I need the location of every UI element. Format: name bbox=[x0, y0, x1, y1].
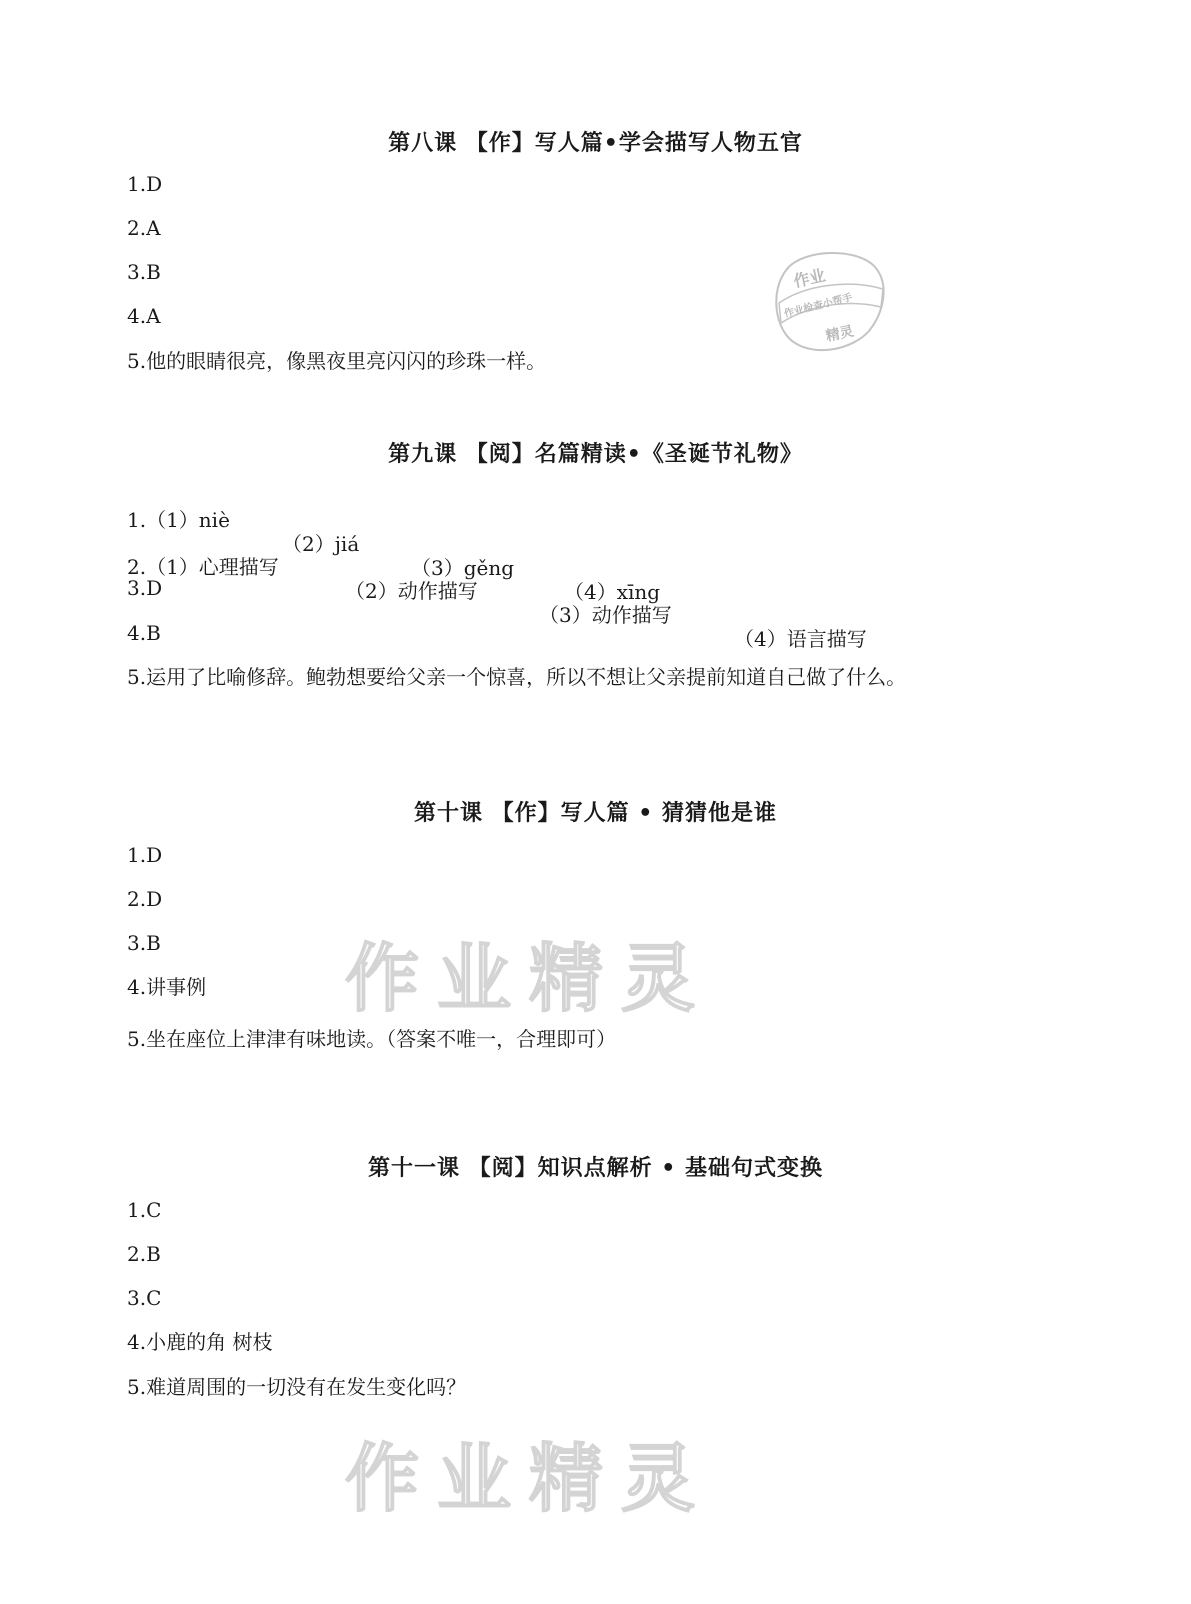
watermark-stamp-icon bbox=[765, 245, 895, 360]
answer-line: 1.D bbox=[127, 172, 163, 196]
stamp-bottom-text: 精灵 bbox=[824, 323, 856, 345]
stamp-top-text: 作业 bbox=[791, 265, 828, 291]
answer-line: 1.D bbox=[127, 843, 163, 867]
answer-item: （2）动作描写 bbox=[345, 579, 478, 603]
watermark-text: 作业精灵 bbox=[345, 936, 713, 1022]
stamp-band-text: 作业检查小帮手 bbox=[783, 292, 854, 320]
answer-item: 1.（1）niè bbox=[127, 508, 230, 532]
answer-line: 4.A bbox=[127, 304, 161, 328]
answer-item: （3）动作描写 bbox=[539, 603, 672, 627]
answer-line: 3.B bbox=[127, 931, 161, 955]
section-title-lesson-10: 第十课 【作】写人篇 • 猜猜他是谁 bbox=[413, 801, 778, 826]
section-title-lesson-9: 第九课 【阅】名篇精读•《圣诞节礼物》 bbox=[388, 442, 803, 467]
watermark-text: 作业精灵 bbox=[345, 1436, 713, 1522]
answer-item: （3）gěng bbox=[411, 556, 515, 580]
answer-line: 3.B bbox=[127, 260, 161, 284]
answer-line: 2.D bbox=[127, 887, 163, 911]
answer-line: 5.难道周围的一切没有在发生变化吗？ bbox=[127, 1375, 467, 1399]
answer-line: 4.B bbox=[127, 621, 161, 645]
answer-line: 5.他的眼睛很亮，像黑夜里亮闪闪的珍珠一样。 bbox=[127, 349, 547, 373]
answer-item: 2.（1）心理描写 bbox=[127, 555, 279, 579]
section-title-lesson-11: 第十一课 【阅】知识点解析 • 基础句式变换 bbox=[367, 1156, 824, 1181]
answer-line: 3.D bbox=[127, 576, 163, 600]
answer-line: 5.运用了比喻修辞。鲍勃想要给父亲一个惊喜，所以不想让父亲提前知道自己做了什么。 bbox=[127, 665, 907, 689]
answer-line: 5.坐在座位上津津有味地读。（答案不唯一，合理即可） bbox=[127, 1027, 617, 1051]
answer-line: 2.A bbox=[127, 216, 161, 240]
section-title-lesson-8: 第八课 【作】写人篇•学会描写人物五官 bbox=[388, 131, 803, 156]
answer-line: 3.C bbox=[127, 1286, 162, 1310]
answer-line: 4.小鹿的角 树枝 bbox=[127, 1330, 273, 1354]
answer-item: （4）xīng bbox=[564, 580, 661, 604]
answer-line: 1.C bbox=[127, 1198, 162, 1222]
answer-line: 4.讲事例 bbox=[127, 975, 207, 999]
answer-item: （4）语言描写 bbox=[734, 627, 867, 651]
answer-line: 2.B bbox=[127, 1242, 161, 1266]
answer-item: （2）jiá bbox=[282, 532, 360, 556]
